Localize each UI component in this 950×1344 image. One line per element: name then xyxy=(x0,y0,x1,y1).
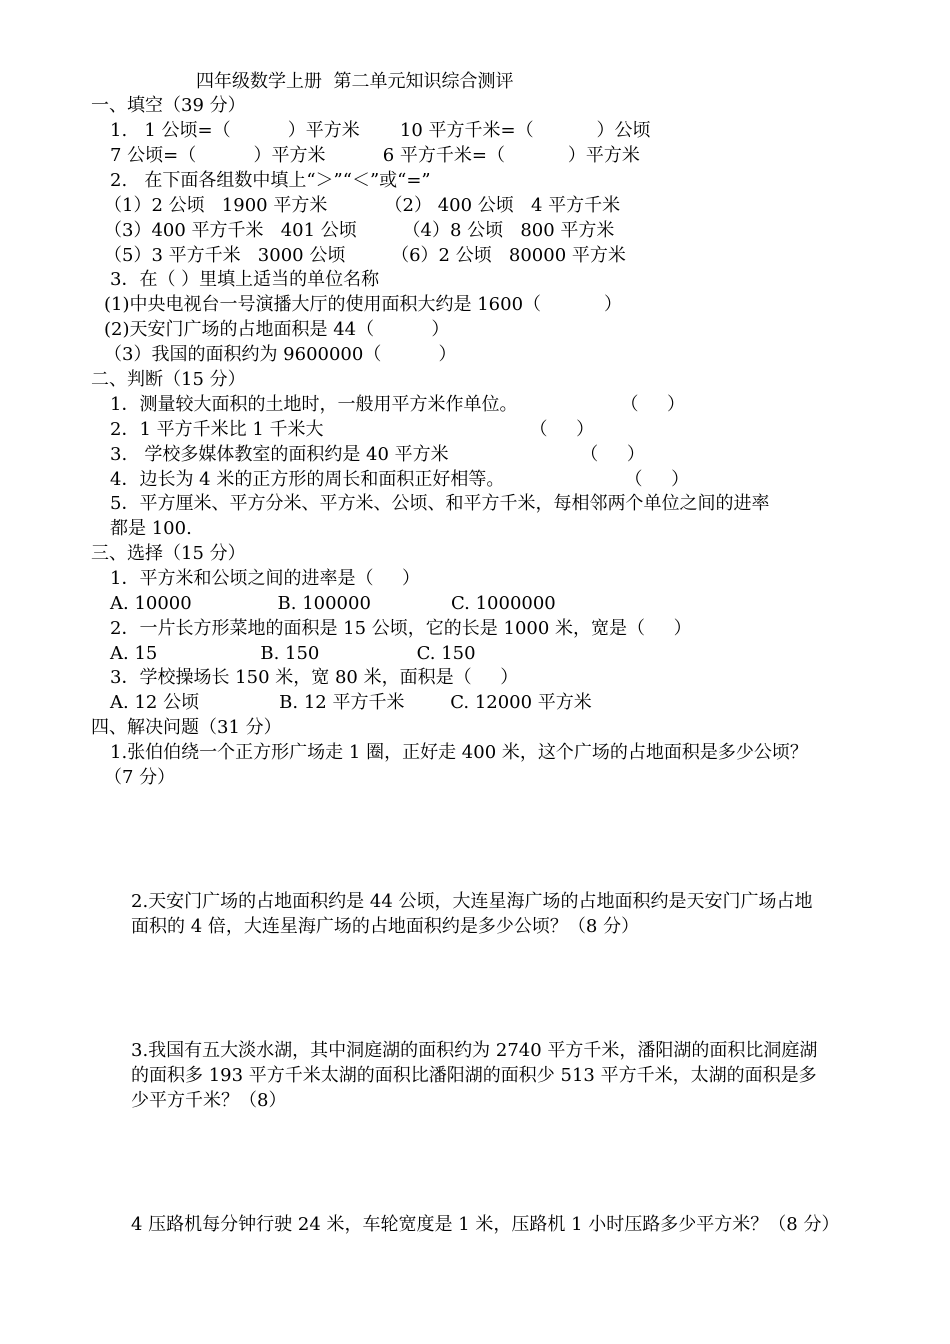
question-line: 3．学校操场长 150 米，宽 80 米，面积是（ ） xyxy=(110,667,519,688)
question-line: 3. 学校多媒体教室的面积约是 40 平方米 （ ） xyxy=(110,444,645,465)
choice-options: A. 12 公顷 B. 12 平方千米 C. 12000 平方米 xyxy=(110,692,592,713)
question-line: （3）400 平方千米 401 公顷 （4）8 公顷 800 平方米 xyxy=(104,220,615,241)
question-line: 4．边长为 4 米的正方形的周长和面积正好相等。 （ ） xyxy=(110,469,690,490)
choice-options: A. 15 B. 150 C. 150 xyxy=(110,643,476,664)
section-heading-choice: 三、选择（15 分） xyxy=(91,543,246,564)
problem-text: 面积的 4 倍，大连星海广场的占地面积约是多少公顷？（8 分） xyxy=(131,916,640,937)
question-line: (2)天安门广场的占地面积是 44（ ） xyxy=(104,319,450,340)
problem-text: 2.天安门广场的占地面积约是 44 公顷，大连星海广场的占地面积约是天安门广场占地 xyxy=(131,891,813,912)
section-heading-fill-blank: 一、填空（39 分） xyxy=(91,95,246,116)
question-line: 1．平方米和公顷之间的进率是（ ） xyxy=(110,568,421,589)
question-line: 2．一片长方形菜地的面积是 15 公顷，它的长是 1000 米，宽是（ ） xyxy=(110,618,692,639)
problem-text: 4 压路机每分钟行驶 24 米，车轮宽度是 1 米，压路机 1 小时压路多少平方米？（8 分） xyxy=(131,1214,840,1235)
question-line: （3）我国的面积约为 9600000（ ） xyxy=(104,344,457,365)
problem-text: 1.张伯伯绕一个正方形广场走 1 圈，正好走 400 米，这个广场的占地面积是多少公顷？ xyxy=(110,742,808,763)
question-line: 7 公顷=（ ）平方米 6 平方千米=（ ）平方米 xyxy=(110,145,640,166)
question-line: 2. 在下面各组数中填上“＞”“＜”或“=” xyxy=(110,170,431,191)
problem-text: 的面积多 193 平方千米太湖的面积比潘阳湖的面积少 513 平方千米，太湖的面积是多 xyxy=(131,1065,817,1086)
section-heading-problems: 四、解决问题（31 分） xyxy=(91,717,282,738)
question-line: (1)中央电视台一号演播大厅的使用面积大约是 1600（ ） xyxy=(104,294,622,315)
problem-text: （7 分） xyxy=(104,767,176,788)
problem-text: 3.我国有五大淡水湖，其中洞庭湖的面积约为 2740 平方千米，潘阳湖的面积比洞庭湖 xyxy=(131,1040,818,1061)
question-line: （1）2 公顷 1900 平方米 （2） 400 公顷 4 平方千米 xyxy=(104,195,621,216)
question-line: 都是 100. xyxy=(110,518,192,539)
question-line: 2．1 平方千米比 1 千米大 （ ） xyxy=(110,419,595,440)
page-title: 四年级数学上册 第二单元知识综合测评 xyxy=(196,71,514,92)
question-line: 1．测量较大面积的土地时，一般用平方米作单位。 （ ） xyxy=(110,394,686,415)
question-line: 1. 1 公顷=（ ）平方米 10 平方千米=（ ）公顷 xyxy=(110,120,651,141)
question-line: 3．在（ ）里填上适当的单位名称 xyxy=(110,269,380,290)
choice-options: A. 10000 B. 100000 C. 1000000 xyxy=(110,593,556,614)
problem-text: 少平方千米？（8） xyxy=(131,1090,287,1111)
question-line: （5）3 平方千米 3000 公顷 （6）2 公顷 80000 平方米 xyxy=(104,245,626,266)
section-heading-true-false: 二、判断（15 分） xyxy=(91,369,246,390)
question-line: 5．平方厘米、平方分米、平方米、公顷、和平方千米，每相邻两个单位之间的进率 xyxy=(110,493,770,514)
